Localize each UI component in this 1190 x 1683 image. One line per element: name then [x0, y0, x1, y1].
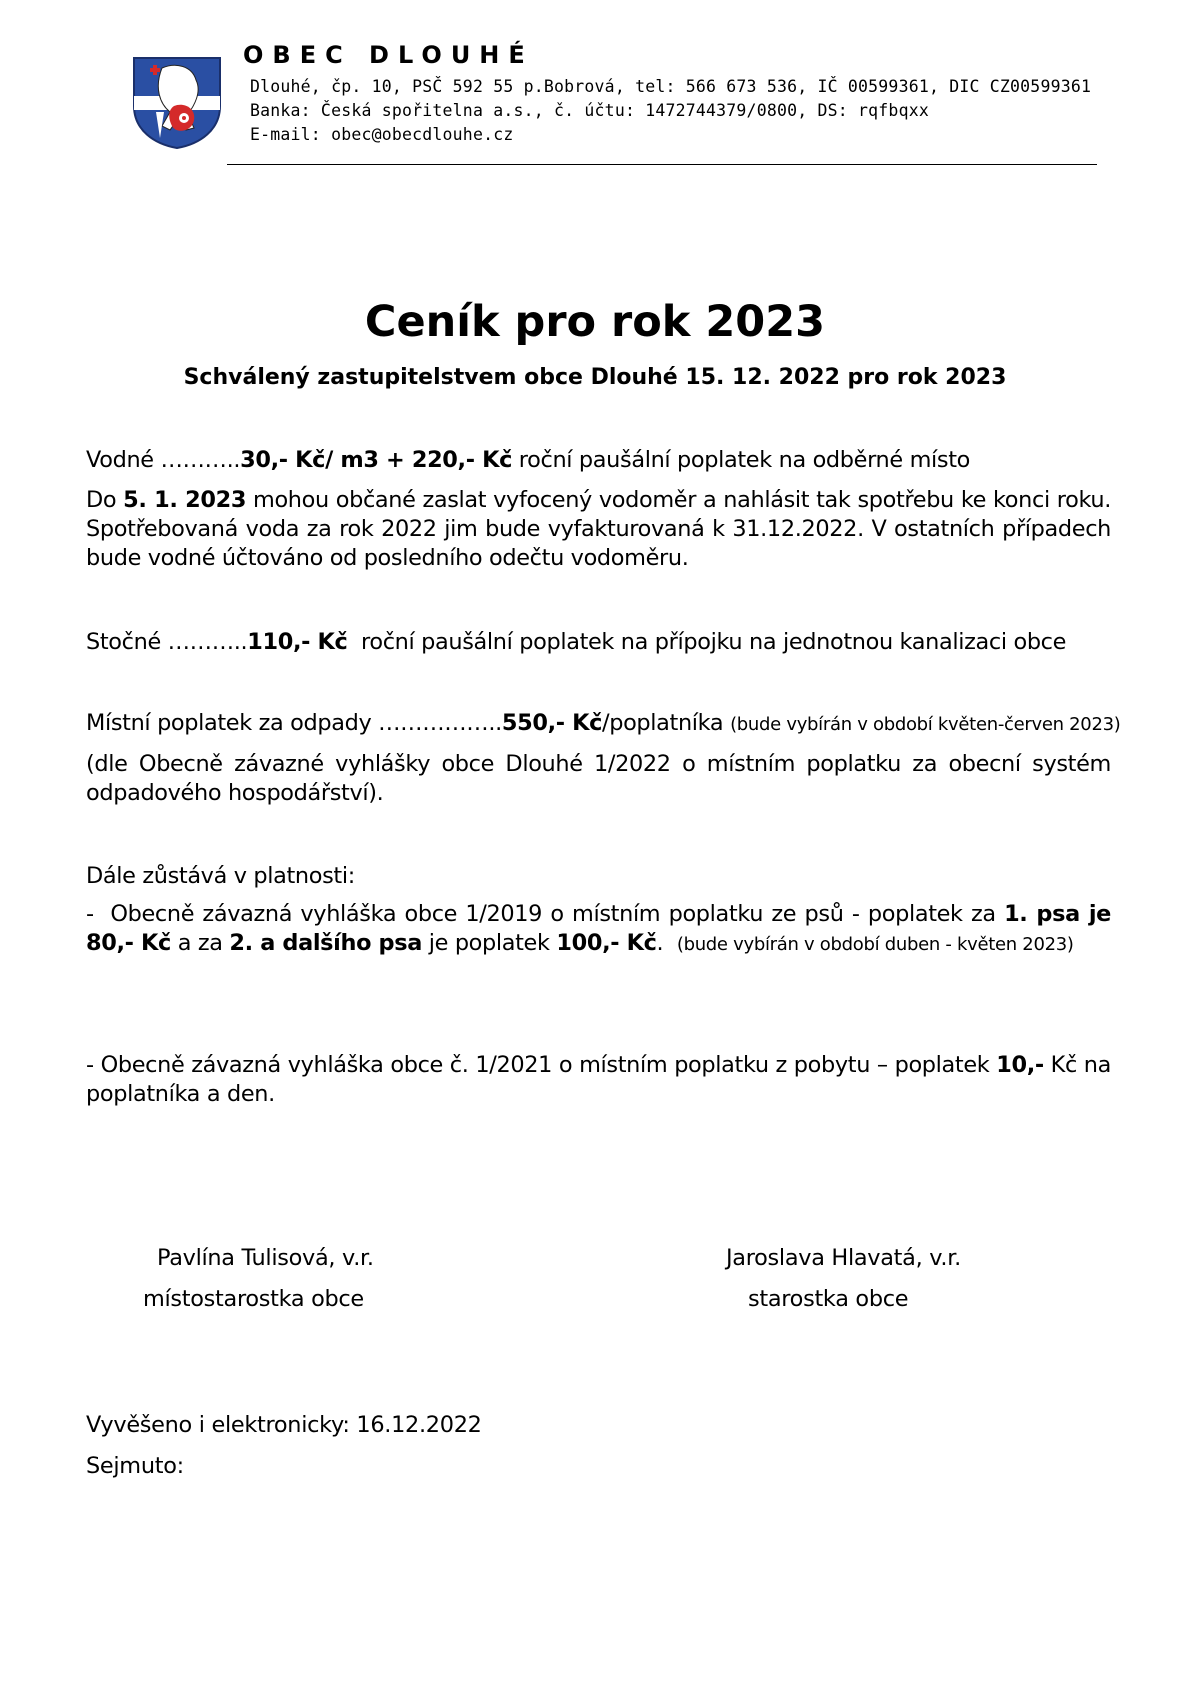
signature-right-name: Jaroslava Hlavatá, v.r.: [726, 1245, 961, 1271]
org-email: E-mail: obec@obecdlouhe.cz: [250, 125, 514, 144]
waste-period: (bude vybírán v období květen-červen 2023): [730, 714, 1121, 735]
org-bank: Banka: Česká spořitelna a.s., č. účtu: 1472744379/0800, DS: rqfbqxx: [250, 101, 929, 120]
water-price: 30,- Kč/ m3 + 220,- Kč: [240, 447, 513, 473]
waste-note: (dle Obecně závazné vyhlášky obce Dlouhé 1/2022 o místním poplatku za obecní systém odpadového hospodářství).: [86, 751, 1111, 806]
page-title: Ceník pro rok 2023: [364, 297, 826, 347]
water-label: Vodné ………..: [86, 447, 241, 473]
stay-fee: [86, 1051, 1111, 1109]
water-description: roční paušální poplatek na odběrné místo: [512, 447, 971, 473]
waste-fee: [86, 709, 1121, 739]
dog-fee-period: (bude vybírán v období duben - květen 2023): [676, 934, 1074, 955]
water-fee: [86, 446, 1111, 475]
dog-fee-first: 1. psa je 80,- Kč: [86, 901, 1111, 956]
dog-fee-is: je poplatek: [421, 930, 557, 956]
dog-fee-dot: .: [656, 930, 677, 956]
signature-right-role: starostka obce: [748, 1286, 909, 1312]
water-note-text: mohou občané zaslat vyfocený vodoměr a nahlásit tak spotřebu ke konci roku. Spotřebovaná voda za rok 2022 jim bude vyfakturovaná k 31.12.2022. V ostatních případech bude vodné účtováno od posledního odečtu vodoměru.: [86, 487, 1111, 571]
signature-left-name: Pavlína Tulisová, v.r.: [157, 1245, 374, 1271]
dog-fee-and: a za: [170, 930, 230, 956]
still-valid-heading: Dále zůstává v platnosti:: [86, 863, 355, 889]
dog-fee-second: 2. a dalšího psa: [229, 930, 422, 956]
posted-date: Vyvěšeno i elektronicky: 16.12.2022: [86, 1412, 482, 1438]
sewer-fee: [86, 628, 1111, 657]
dog-fee: [86, 900, 1111, 959]
water-note: [86, 486, 1111, 573]
org-address: Dlouhé, čp. 10, PSČ 592 55 p.Bobrová, tel: 566 673 536, IČ 00599361, DIC CZ00599361: [250, 77, 1092, 96]
waste-unit: /poplatníka: [602, 710, 724, 736]
waste-label: Místní poplatek za odpady ……………..: [86, 710, 502, 736]
stay-fee-price: 10,-: [996, 1052, 1044, 1078]
water-note-prefix: Do: [86, 487, 124, 513]
sewer-description: roční paušální poplatek na přípojku na jednotnou kanalizaci obce: [347, 629, 1067, 655]
header-divider: [227, 164, 1097, 165]
removed-date: Sejmuto:: [86, 1453, 184, 1479]
page-subtitle: Schválený zastupitelstvem obce Dlouhé 15. 12. 2022 pro rok 2023: [183, 365, 1007, 390]
coat-of-arms-icon: [132, 56, 222, 150]
sewer-label: Stočné ………..: [86, 629, 248, 655]
stay-fee-rest: Kč na poplatníka a den.: [86, 1052, 1111, 1107]
sewer-price: 110,- Kč: [247, 629, 348, 655]
waste-price: 550,- Kč: [501, 710, 603, 736]
org-name: OBEC DLOUHÉ: [243, 41, 534, 69]
dog-fee-text: - Obecně závazná vyhláška obce 1/2019 o místním poplatku ze psů - poplatek za: [86, 901, 1005, 927]
dog-fee-second-price: 100,- Kč: [556, 930, 657, 956]
stay-fee-text: - Obecně závazná vyhláška obce č. 1/2021 o místním poplatku z pobytu – poplatek: [86, 1052, 997, 1078]
water-note-date: 5. 1. 2023: [123, 487, 247, 513]
signature-left-role: místostarostka obce: [143, 1286, 364, 1312]
